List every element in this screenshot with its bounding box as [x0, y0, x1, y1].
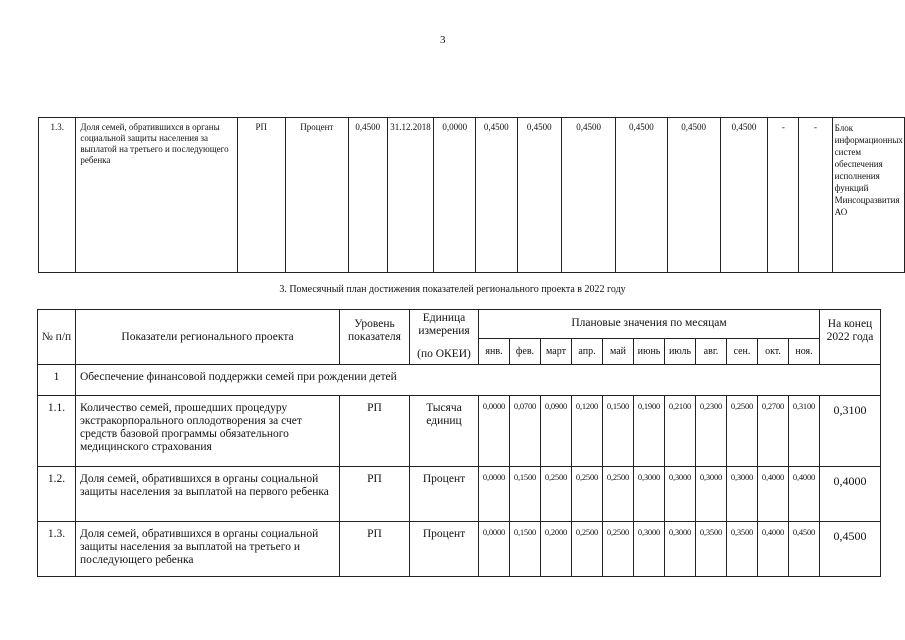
month-value: 0,3500 — [696, 522, 727, 577]
header-row — [38, 310, 881, 339]
month-value: 0,1500 — [510, 467, 541, 522]
data-source: Блок информационных систем обеспечения исполнения функций Минсоцразвития АО — [832, 118, 904, 273]
month-value: 0,2500 — [572, 467, 603, 522]
section-caption: 3. Помесячный план достижения показателей регионального проекта в 2022 году — [279, 284, 626, 295]
indicator-level: РП — [237, 118, 285, 273]
indicator-unit: Тысяча единиц — [410, 396, 479, 467]
month-value: 0,2300 — [696, 396, 727, 467]
month-value: 0,3500 — [727, 522, 758, 577]
month-value: 0,2500 — [603, 467, 634, 522]
header-unit-label: Единица измерения — [418, 312, 470, 337]
year-end-value: 0,4500 — [820, 522, 881, 577]
table-row — [38, 522, 881, 577]
indicator-name: Доля семей, обратившихся в органы социальной защиты населения за выплатой на первого ребенка — [76, 467, 340, 522]
month-value: 0,4500 — [789, 522, 820, 577]
month-header: апр. — [572, 338, 603, 364]
month-value: 0,2500 — [727, 396, 758, 467]
monthly-plan-table — [37, 309, 881, 577]
table-row — [38, 467, 881, 522]
month-header: ноя. — [789, 338, 820, 364]
month-value: 0,2100 — [665, 396, 696, 467]
year-end-value: 0,4000 — [820, 467, 881, 522]
month-value: 0,3000 — [665, 522, 696, 577]
month-value: 0,0000 — [479, 522, 510, 577]
page-number: 3 — [440, 34, 446, 46]
value-cell: 0,4500 — [667, 118, 720, 273]
value-cell: 0,0000 — [434, 118, 476, 273]
indicator-unit: Процент — [285, 118, 348, 273]
month-header: фев. — [510, 338, 541, 364]
month-value: 0,3000 — [727, 467, 758, 522]
header-plan: Плановые значения по месяцам — [479, 310, 820, 339]
month-header: июль — [665, 338, 696, 364]
month-value: 0,2500 — [572, 522, 603, 577]
month-value: 0,4000 — [758, 522, 789, 577]
month-value: 0,1500 — [603, 396, 634, 467]
month-value: 0,3000 — [665, 467, 696, 522]
month-value: 0,0700 — [510, 396, 541, 467]
section-num: 1 — [38, 365, 76, 396]
month-value: 0,2500 — [603, 522, 634, 577]
base-date: 31.12.2018 — [387, 118, 434, 273]
row-number: 1.2. — [38, 467, 76, 522]
value-cell: 0,4500 — [616, 118, 667, 273]
indicator-level: РП — [340, 522, 410, 577]
month-value: 0,1500 — [510, 522, 541, 577]
header-end: На конец 2022 года — [820, 310, 881, 365]
indicator-name: Количество семей, прошедших процедуру экстракорпорального оплодотворения за счет средств базовой программы обязательного медицинского страхования — [76, 396, 340, 467]
header-unit-okei: (по ОКЕИ) — [417, 348, 471, 360]
month-header: май — [603, 338, 634, 364]
month-header: сен. — [727, 338, 758, 364]
month-value: 0,3000 — [634, 467, 665, 522]
month-value: 0,0000 — [479, 396, 510, 467]
section-title: Обеспечение финансовой поддержки семей при рождении детей — [76, 365, 881, 396]
row-number: 1.3. — [39, 118, 76, 273]
month-header: окт. — [758, 338, 789, 364]
month-value: 0,4000 — [758, 467, 789, 522]
value-cell: 0,4500 — [720, 118, 767, 273]
month-value: 0,0900 — [541, 396, 572, 467]
month-value: 0,2000 — [541, 522, 572, 577]
month-value: 0,1900 — [634, 396, 665, 467]
month-value: 0,4000 — [789, 467, 820, 522]
header-level: Уровень показателя — [340, 310, 410, 365]
value-cell: - — [768, 118, 799, 273]
month-value: 0,3000 — [634, 522, 665, 577]
month-header: июнь — [634, 338, 665, 364]
header-indicator: Показатели регионального проекта — [76, 310, 340, 365]
month-value: 0,1200 — [572, 396, 603, 467]
month-value: 0,2700 — [758, 396, 789, 467]
value-cell: 0,4500 — [517, 118, 561, 273]
value-cell: 0,4500 — [475, 118, 517, 273]
value-cell: 0,4500 — [562, 118, 616, 273]
table-row — [38, 396, 881, 467]
row-number: 1.1. — [38, 396, 76, 467]
header-unit — [410, 310, 479, 365]
section-row — [38, 365, 881, 396]
year-end-value: 0,3100 — [820, 396, 881, 467]
month-header: март — [541, 338, 572, 364]
month-header: авг. — [696, 338, 727, 364]
header-num: № п/п — [38, 310, 76, 365]
month-header: янв. — [479, 338, 510, 364]
indicator-name: Доля семей, обратившихся в органы социальной защиты населения за выплатой на третьего и последующего ребенка — [76, 522, 340, 577]
value-cell: - — [799, 118, 832, 273]
month-value: 0,2500 — [541, 467, 572, 522]
table-row — [39, 118, 905, 273]
row-number: 1.3. — [38, 522, 76, 577]
indicator-level: РП — [340, 396, 410, 467]
month-value: 0,3100 — [789, 396, 820, 467]
indicator-table-continuation — [38, 117, 905, 273]
indicator-name: Доля семей, обратившихся в органы социальной защиты населения за выплатой на третьего и последующего ребенка — [76, 118, 237, 273]
indicator-unit: Процент — [410, 522, 479, 577]
indicator-level: РП — [340, 467, 410, 522]
month-value: 0,0000 — [479, 467, 510, 522]
base-value: 0,4500 — [348, 118, 387, 273]
indicator-unit: Процент — [410, 467, 479, 522]
month-value: 0,3000 — [696, 467, 727, 522]
